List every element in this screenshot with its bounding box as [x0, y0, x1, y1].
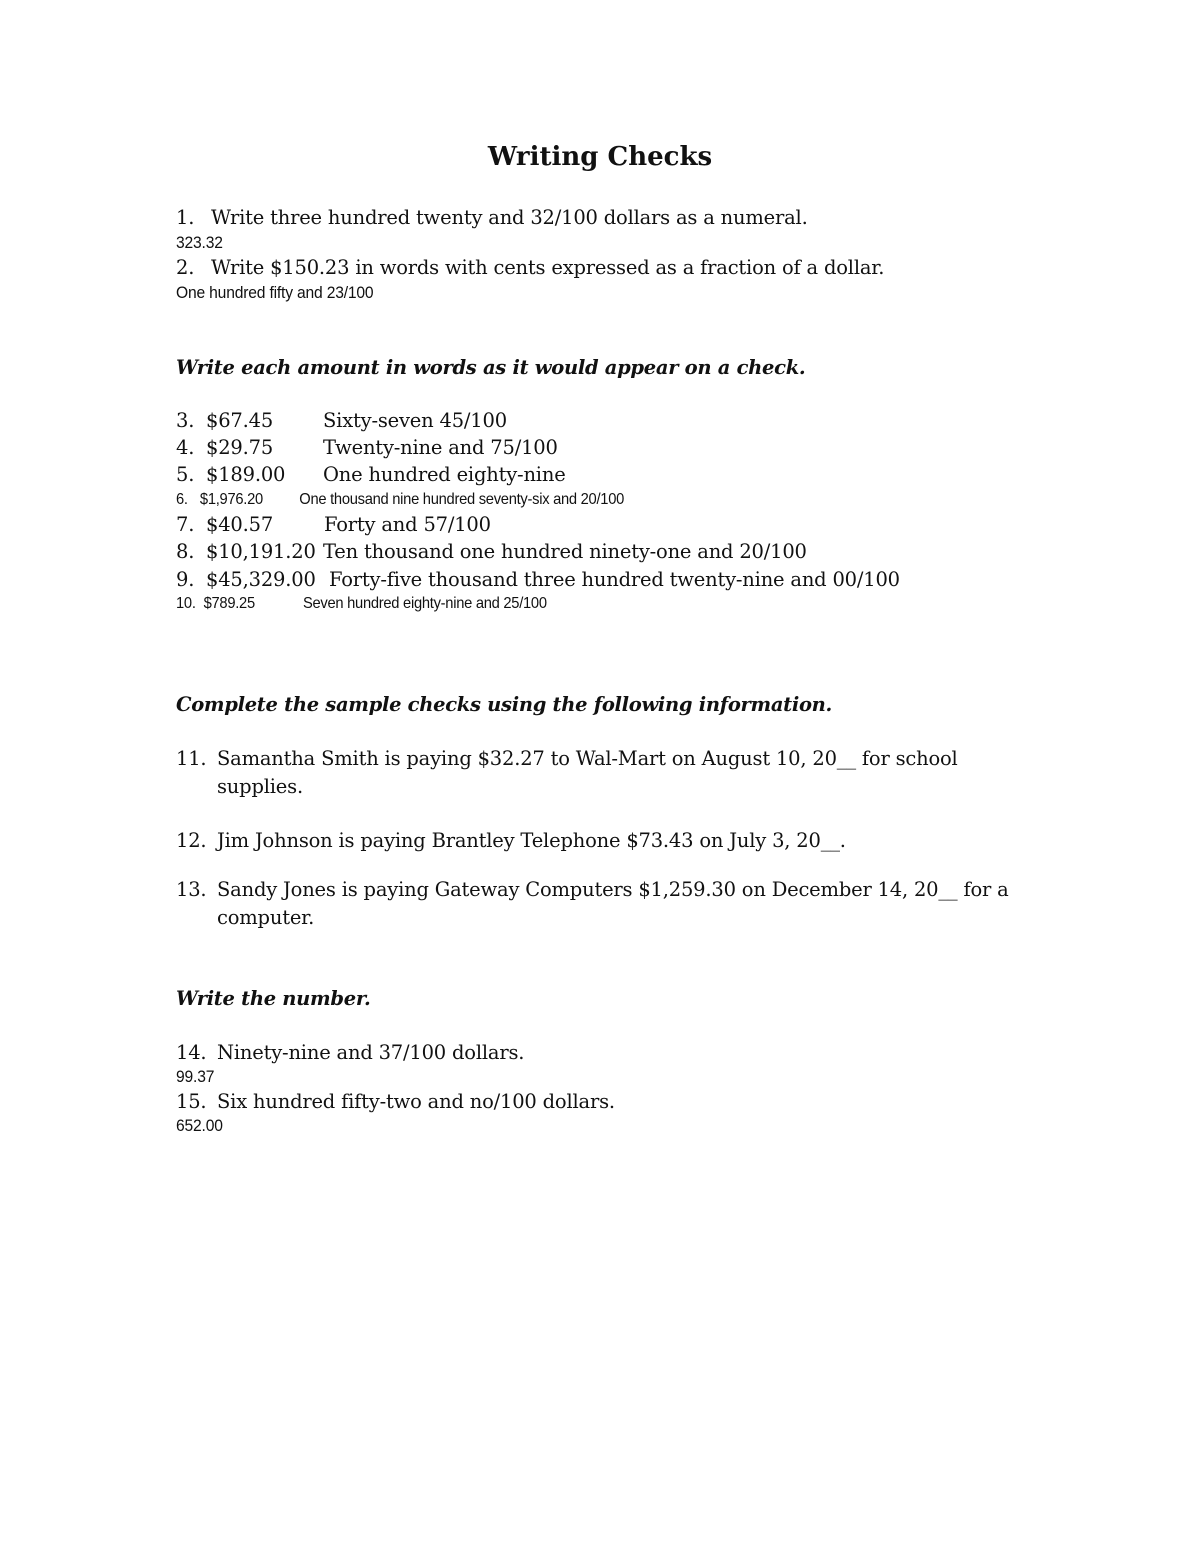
item-text: Sandy Jones is paying Gateway Computers $1,259.30 on December 14, 20__ for a: [217, 878, 1009, 901]
answer-14: 99.37: [176, 1067, 215, 1086]
question-text: Write three hundred twenty and 32/100 dollars as a numeral.: [211, 206, 808, 229]
row-amount: $10,191.20: [206, 540, 316, 563]
question-number: 2.: [176, 256, 195, 279]
item-text: Jim Johnson is paying Brantley Telephone $73.43 on July 3, 20__.: [217, 829, 846, 852]
item-number: 11.: [176, 747, 207, 770]
row-amount: $1,976.20: [199, 491, 263, 508]
amount-row-6: [176, 491, 624, 509]
question-number: 1.: [176, 206, 195, 229]
check-item-11: [176, 747, 958, 770]
question-1: [176, 206, 808, 229]
row-amount: $40.57: [206, 513, 274, 536]
check-item-13: [176, 878, 1009, 901]
row-number: 3.: [176, 409, 195, 432]
row-words: Forty and 57/100: [324, 513, 491, 536]
row-number: 4.: [176, 436, 195, 459]
amount-row-5: [176, 463, 566, 486]
row-words: Sixty-seven 45/100: [323, 409, 507, 432]
row-amount: $789.25: [203, 595, 255, 612]
question-number: 15.: [176, 1090, 207, 1113]
check-item-11-continued: supplies.: [217, 775, 303, 798]
item-number: 13.: [176, 878, 207, 901]
row-number: 9.: [176, 568, 195, 591]
question-14: [176, 1041, 524, 1064]
question-text: Write $150.23 in words with cents expressed as a fraction of a dollar.: [211, 256, 885, 279]
row-number: 8.: [176, 540, 195, 563]
question-text: Six hundred fifty-two and no/100 dollars.: [217, 1090, 615, 1113]
answer-2: One hundred fifty and 23/100: [176, 283, 374, 302]
amount-row-3: [176, 409, 507, 432]
check-item-13-continued: computer.: [217, 906, 315, 929]
row-number: 10.: [176, 595, 196, 612]
row-amount: $189.00: [206, 463, 286, 486]
row-number: 5.: [176, 463, 195, 486]
check-item-12: [176, 829, 846, 852]
row-words: Seven hundred eighty-nine and 25/100: [302, 595, 547, 612]
question-text: Ninety-nine and 37/100 dollars.: [217, 1041, 525, 1064]
row-words: Twenty-nine and 75/100: [323, 436, 558, 459]
row-amount: $67.45: [206, 409, 274, 432]
section-heading-checks: Complete the sample checks using the following information.: [176, 693, 833, 716]
item-text: Samantha Smith is paying $32.27 to Wal-Mart on August 10, 20__ for school: [217, 747, 958, 770]
answer-15: 652.00: [176, 1116, 223, 1135]
amount-row-7: [176, 513, 491, 536]
question-15: [176, 1090, 615, 1113]
amount-row-4: [176, 436, 558, 459]
amount-row-10: [176, 595, 547, 613]
row-number: 6.: [176, 491, 188, 508]
row-words: One thousand nine hundred seventy-six and 20/100: [299, 491, 625, 508]
question-2: [176, 256, 884, 279]
row-words: Ten thousand one hundred ninety-one and 20/100: [323, 540, 807, 563]
row-words: Forty-five thousand three hundred twenty-nine and 00/100: [329, 568, 900, 591]
row-words: One hundred eighty-nine: [323, 463, 566, 486]
answer-1: 323.32: [176, 233, 223, 252]
amount-row-9: [176, 568, 900, 591]
row-amount: $29.75: [206, 436, 274, 459]
page-title: Writing Checks: [487, 142, 713, 172]
item-number: 12.: [176, 829, 207, 852]
question-number: 14.: [176, 1041, 207, 1064]
row-number: 7.: [176, 513, 195, 536]
row-amount: $45,329.00: [206, 568, 316, 591]
section-heading-number: Write the number.: [176, 987, 371, 1010]
amount-row-8: [176, 540, 807, 563]
section-heading-words: Write each amount in words as it would appear on a check.: [176, 356, 806, 379]
